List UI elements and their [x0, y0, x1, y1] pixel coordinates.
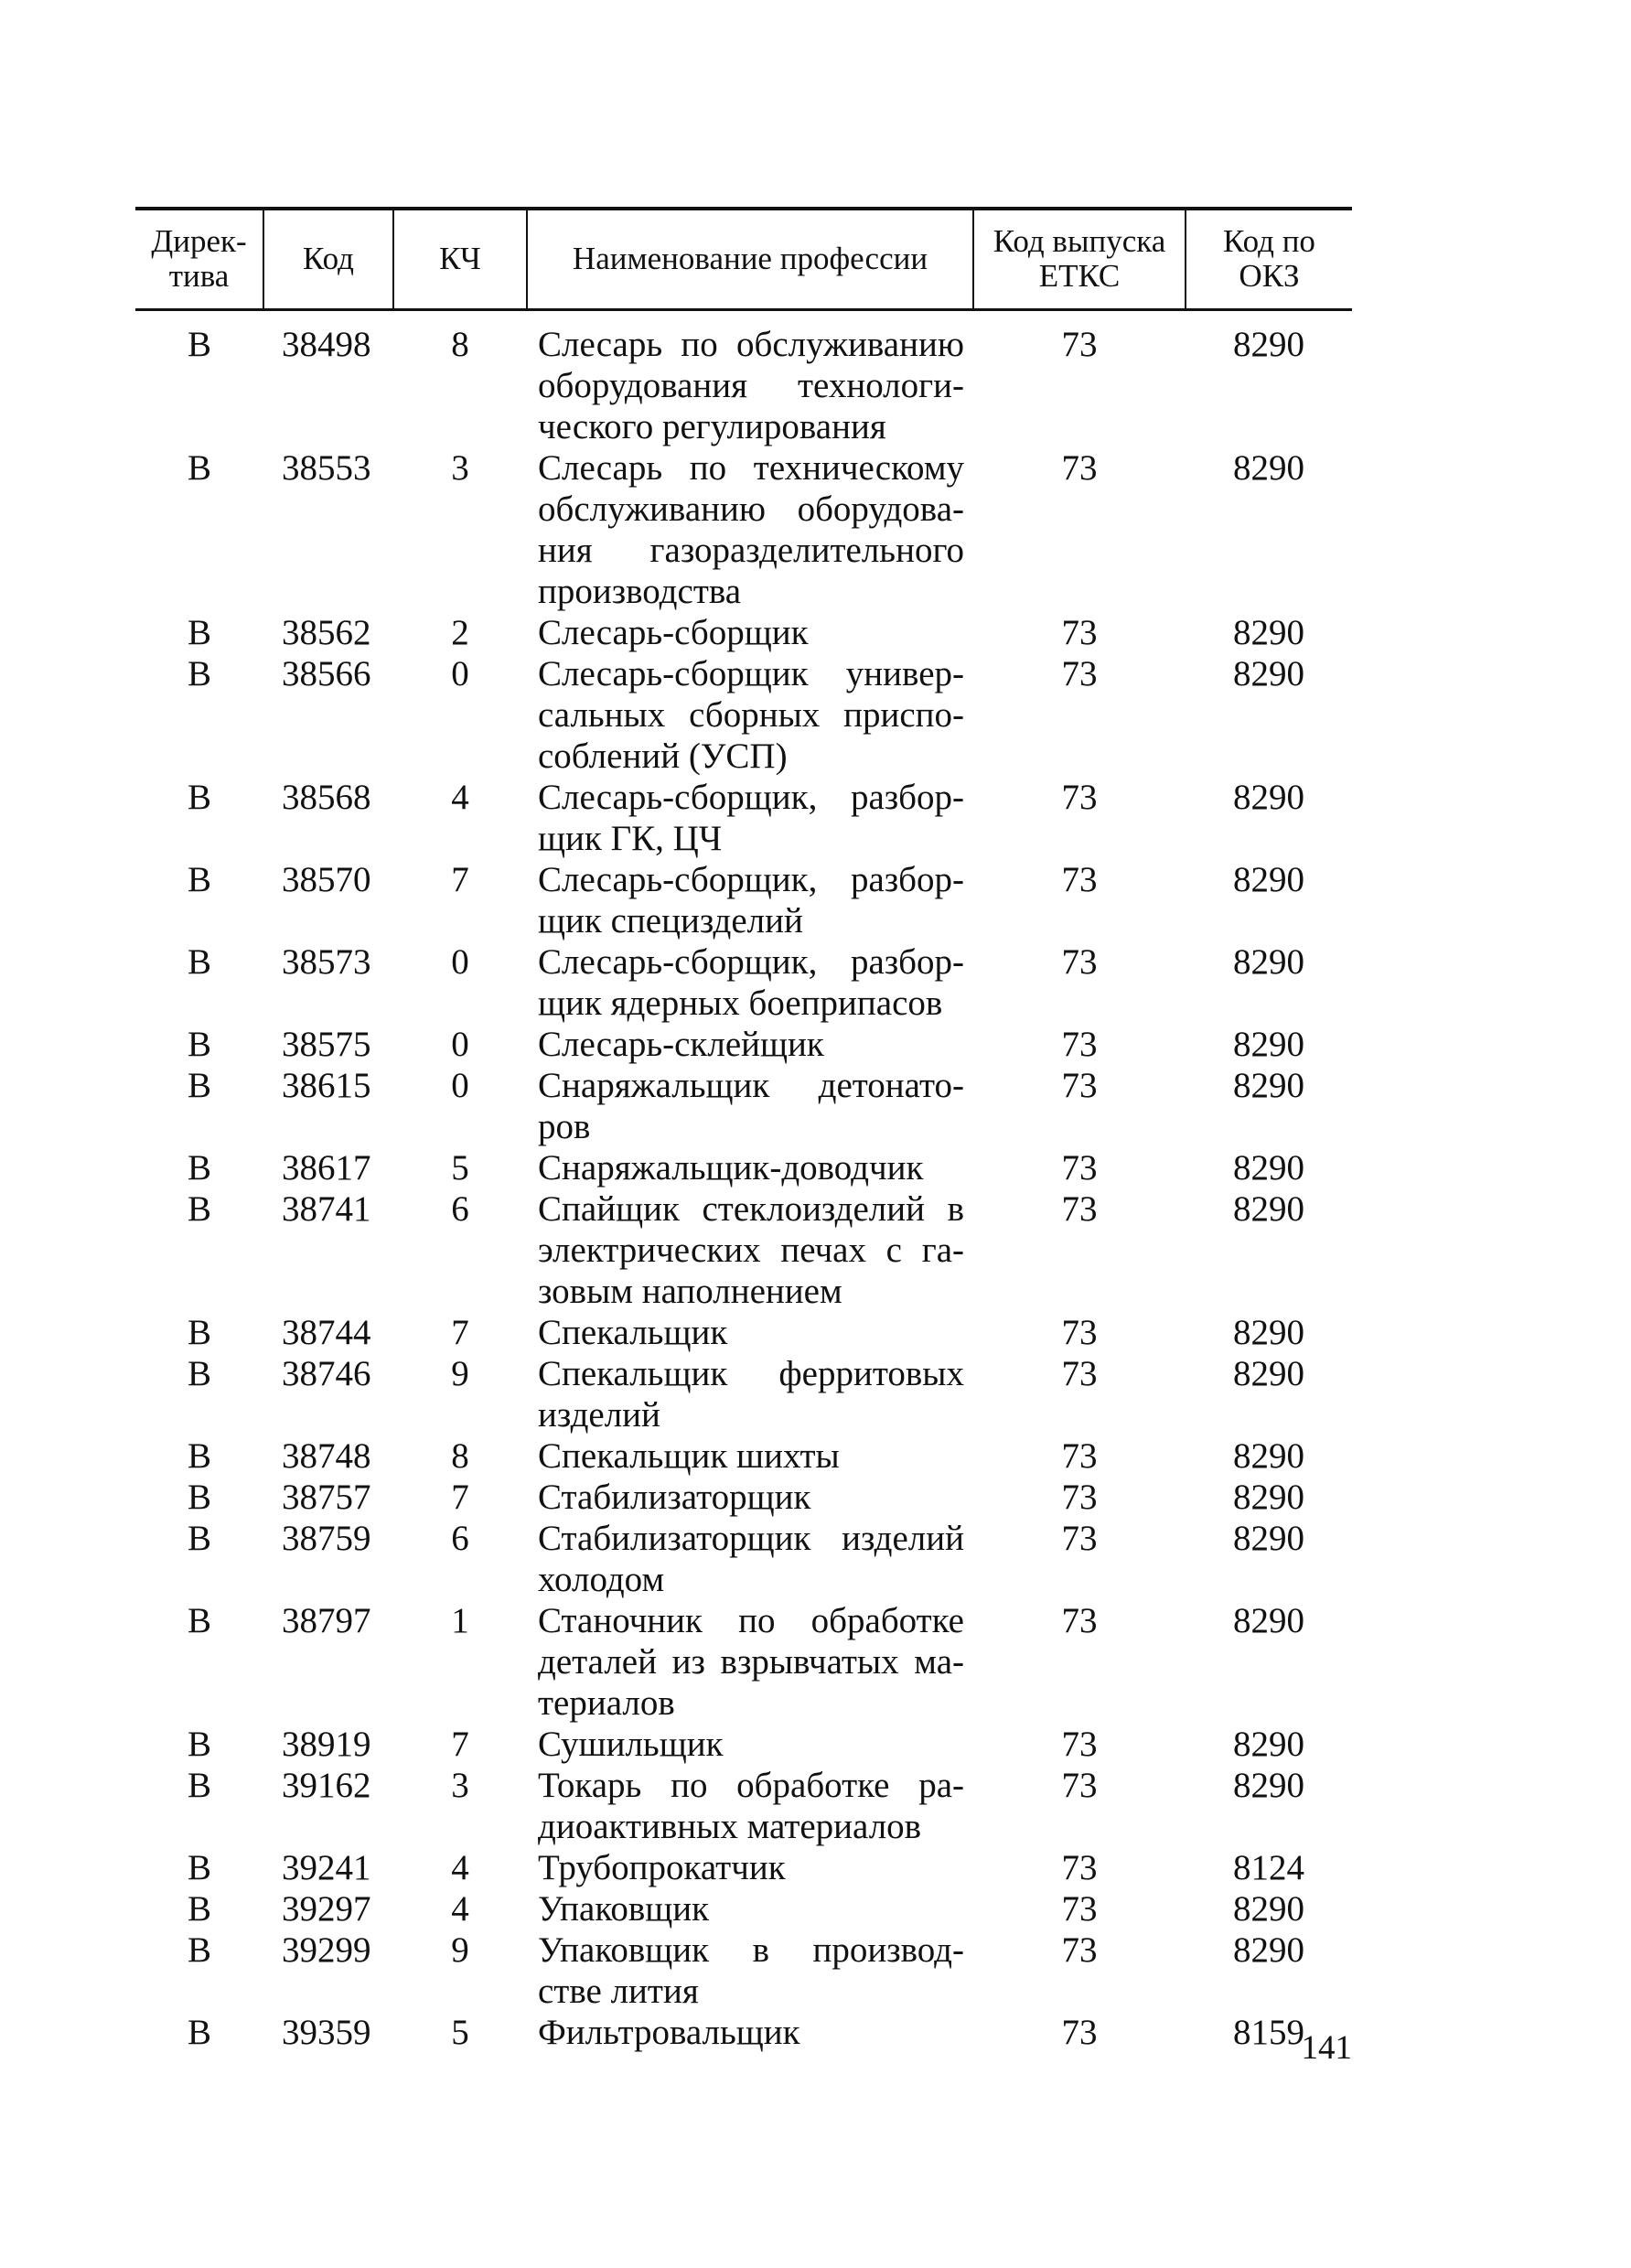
table-row: [135, 1147, 1352, 1188]
okz-code-cell: 8290: [1233, 1518, 1304, 1558]
kch-cell: 6: [451, 1188, 469, 1229]
profession-name-cell: [527, 1847, 973, 1888]
profession-name-line: Слесарь-сборщик, разбор-: [538, 859, 964, 899]
profession-name-cell: [527, 653, 973, 777]
code-cell: 38797: [282, 1600, 371, 1640]
profession-name-line: Спекальщик ферритовых: [538, 1353, 964, 1393]
directive-cell: В: [187, 1353, 211, 1393]
kch-cell: 6: [451, 1518, 469, 1558]
profession-name-cell: [527, 1188, 973, 1312]
profession-name-cell: [527, 1724, 973, 1765]
table-row: [135, 1312, 1352, 1353]
code-cell: 39297: [282, 1888, 371, 1929]
profession-name-line: Снаряжальщик детонато-: [538, 1065, 964, 1105]
profession-name-line: ния газоразделительного: [538, 530, 964, 570]
table-row: [135, 1477, 1352, 1518]
okz-code-cell: 8159: [1233, 2012, 1304, 2052]
code-cell: 38757: [282, 1477, 371, 1517]
kch-cell: 3: [451, 447, 469, 488]
table-row: [135, 1024, 1352, 1065]
okz-code-cell: 8290: [1233, 1600, 1304, 1640]
directive-cell: В: [187, 1188, 211, 1229]
table-row: [135, 1600, 1352, 1724]
profession-name-line: Упаковщик в производ-: [538, 1929, 964, 1970]
directive-cell: В: [187, 1312, 211, 1352]
directive-cell: В: [187, 1024, 211, 1064]
okz-code-cell: 8290: [1233, 941, 1304, 982]
directive-cell: В: [187, 1435, 211, 1476]
okz-code-cell: 8290: [1233, 447, 1304, 488]
table-row: [135, 777, 1352, 859]
profession-name-line: Спекальщик: [538, 1312, 728, 1352]
header-profession-name: Наименование профессии: [527, 209, 973, 309]
profession-name-line: Трубопрокатчик: [538, 1847, 786, 1887]
profession-name-line: Упаковщик: [538, 1888, 710, 1929]
profession-name-line: стве лития: [538, 1971, 699, 2011]
kch-cell: 5: [451, 2012, 469, 2052]
kch-cell: 5: [451, 1147, 469, 1188]
okz-code-cell: 8290: [1233, 777, 1304, 817]
okz-code-cell: 8290: [1233, 1724, 1304, 1764]
profession-name-line: диоактивных материалов: [538, 1806, 922, 1846]
code-cell: 38615: [282, 1065, 371, 1105]
profession-name-line: Спекальщик шихты: [538, 1435, 840, 1476]
code-cell: 38759: [282, 1518, 371, 1558]
header-row: [135, 209, 1352, 309]
profession-name-line: щик ядерных боеприпасов: [538, 983, 943, 1023]
directive-cell: В: [187, 1600, 211, 1640]
okz-code-cell: 8290: [1233, 1312, 1304, 1352]
okz-code-cell: 8290: [1233, 1065, 1304, 1105]
profession-name-line: териалов: [538, 1682, 675, 1723]
header-etks-code: Код выпуска ЕТКС: [973, 209, 1186, 309]
profession-name-cell: [527, 1600, 973, 1724]
profession-name-line: Стабилизаторщик изделий: [538, 1518, 964, 1558]
kch-cell: 9: [451, 1353, 469, 1393]
okz-code-cell: 8290: [1233, 612, 1304, 652]
okz-code-cell: 8290: [1233, 1353, 1304, 1393]
kch-cell: 0: [451, 941, 469, 982]
code-cell: 39359: [282, 2012, 371, 2052]
profession-name-line: Снаряжальщик-доводчик: [538, 1147, 924, 1188]
kch-cell: 0: [451, 1065, 469, 1105]
okz-code-cell: 8290: [1233, 1929, 1304, 1970]
okz-code-cell: 8290: [1233, 1147, 1304, 1188]
kch-cell: 8: [451, 324, 469, 364]
profession-name-cell: [527, 1477, 973, 1518]
code-cell: 38617: [282, 1147, 371, 1188]
kch-cell: 8: [451, 1435, 469, 1476]
okz-code-cell: 8290: [1233, 653, 1304, 693]
profession-name-line: деталей из взрывчатых ма-: [538, 1641, 964, 1682]
etks-code-cell: 73: [1061, 1477, 1098, 1517]
code-cell: 38562: [282, 612, 371, 652]
table-row: [135, 612, 1352, 653]
table-row: [135, 941, 1352, 1024]
profession-name-line: Стабилизаторщик: [538, 1477, 811, 1517]
okz-code-cell: 8290: [1233, 1888, 1304, 1929]
etks-code-cell: 73: [1061, 1024, 1098, 1064]
code-cell: 38741: [282, 1188, 371, 1229]
profession-name-cell: [527, 1065, 973, 1147]
directive-cell: В: [187, 324, 211, 364]
profession-name-cell: [527, 1312, 973, 1353]
profession-name-line: ров: [538, 1106, 591, 1146]
code-cell: 38553: [282, 447, 371, 488]
etks-code-cell: 73: [1061, 1888, 1098, 1929]
directive-cell: В: [187, 1888, 211, 1929]
directive-cell: В: [187, 1847, 211, 1887]
profession-name-cell: [527, 1435, 973, 1477]
table-row: [135, 859, 1352, 941]
profession-name-cell: [527, 1765, 973, 1847]
code-cell: 38568: [282, 777, 371, 817]
okz-code-cell: 8290: [1233, 1024, 1304, 1064]
okz-code-cell: 8290: [1233, 324, 1304, 364]
directive-cell: В: [187, 447, 211, 488]
code-cell: 38744: [282, 1312, 371, 1352]
directive-cell: В: [187, 941, 211, 982]
profession-name-cell: [527, 1024, 973, 1065]
code-cell: 38919: [282, 1724, 371, 1764]
okz-code-cell: 8124: [1233, 1847, 1304, 1887]
okz-code-cell: 8290: [1233, 1765, 1304, 1805]
directive-cell: В: [187, 1477, 211, 1517]
kch-cell: 2: [451, 612, 469, 652]
table-header: [135, 209, 1352, 309]
table-row: [135, 2012, 1352, 2053]
etks-code-cell: 73: [1061, 1847, 1098, 1887]
table-row: [135, 1065, 1352, 1147]
profession-name-cell: [527, 447, 973, 612]
profession-name-line: Слесарь-сборщик, разбор-: [538, 941, 964, 982]
table-row: [135, 1518, 1352, 1600]
okz-code-cell: 8290: [1233, 1188, 1304, 1229]
etks-code-cell: 73: [1061, 1724, 1098, 1764]
profession-name-line: Слесарь-сборщик: [538, 612, 809, 652]
etks-code-cell: 73: [1061, 1600, 1098, 1640]
profession-name-line: щик специзделий: [538, 900, 803, 941]
code-cell: 39299: [282, 1929, 371, 1970]
etks-code-cell: 73: [1061, 1147, 1098, 1188]
etks-code-cell: 73: [1061, 612, 1098, 652]
profession-name-line: производства: [538, 571, 742, 611]
kch-cell: 4: [451, 777, 469, 817]
kch-cell: 1: [451, 1600, 469, 1640]
directive-cell: В: [187, 1765, 211, 1805]
okz-code-cell: 8290: [1233, 859, 1304, 899]
header-code: Код: [263, 209, 393, 309]
table-row: [135, 1929, 1352, 2012]
okz-code-cell: 8290: [1233, 1477, 1304, 1517]
directive-cell: В: [187, 1147, 211, 1188]
directive-cell: В: [187, 1929, 211, 1970]
etks-code-cell: 73: [1061, 2012, 1098, 2052]
profession-name-line: изделий: [538, 1394, 660, 1435]
profession-name-line: соблений (УСП): [538, 736, 788, 776]
professions-table: [135, 207, 1352, 2053]
profession-name-cell: [527, 309, 973, 447]
profession-name-cell: [527, 1929, 973, 2012]
profession-name-line: Слесарь-склейщик: [538, 1024, 824, 1064]
etks-code-cell: 73: [1061, 777, 1098, 817]
kch-cell: 7: [451, 1477, 469, 1517]
table-row: [135, 1888, 1352, 1929]
kch-cell: 9: [451, 1929, 469, 1970]
profession-name-line: щик ГК, ЦЧ: [538, 818, 723, 858]
profession-name-cell: [527, 2012, 973, 2053]
profession-name-cell: [527, 612, 973, 653]
profession-name-line: ческого регулирования: [538, 406, 886, 446]
profession-name-line: сальных сборных приспо-: [538, 694, 964, 735]
code-cell: 38566: [282, 653, 371, 693]
kch-cell: 4: [451, 1847, 469, 1887]
profession-name-line: холодом: [538, 1559, 665, 1599]
okz-code-cell: 8290: [1233, 1435, 1304, 1476]
kch-cell: 7: [451, 859, 469, 899]
code-cell: 39162: [282, 1765, 371, 1805]
profession-name-line: оборудования технологи-: [538, 365, 964, 405]
table-row: [135, 1353, 1352, 1435]
etks-code-cell: 73: [1061, 1765, 1098, 1805]
table-row: [135, 1765, 1352, 1847]
etks-code-cell: 73: [1061, 1312, 1098, 1352]
profession-name-line: Токарь по обработке ра-: [538, 1765, 964, 1805]
profession-name-line: Фильтровальщик: [538, 2012, 800, 2052]
etks-code-cell: 73: [1061, 447, 1098, 488]
kch-cell: 0: [451, 653, 469, 693]
profession-name-line: Сушильщик: [538, 1724, 724, 1764]
profession-name-line: обслуживанию оборудова-: [538, 489, 964, 529]
table-body: [135, 309, 1352, 2053]
table-row: [135, 1188, 1352, 1312]
etks-code-cell: 73: [1061, 941, 1098, 982]
profession-name-line: Станочник по обработке: [538, 1600, 964, 1640]
profession-name-cell: [527, 777, 973, 859]
code-cell: 38573: [282, 941, 371, 982]
directive-cell: В: [187, 653, 211, 693]
header-directive: Дирек- тива: [135, 209, 263, 309]
directive-cell: В: [187, 612, 211, 652]
kch-cell: 0: [451, 1024, 469, 1064]
etks-code-cell: 73: [1061, 1188, 1098, 1229]
table-row: [135, 1724, 1352, 1765]
profession-name-line: Слесарь-сборщик, разбор-: [538, 777, 964, 817]
etks-code-cell: 73: [1061, 1065, 1098, 1105]
profession-name-line: Слесарь по обслуживанию: [538, 324, 964, 364]
kch-cell: 7: [451, 1312, 469, 1352]
code-cell: 38498: [282, 324, 371, 364]
header-okz-code: Код по ОКЗ: [1186, 209, 1352, 309]
profession-name-cell: [527, 859, 973, 941]
etks-code-cell: 73: [1061, 1518, 1098, 1558]
table-row: [135, 447, 1352, 612]
directive-cell: В: [187, 859, 211, 899]
header-kch: КЧ: [393, 209, 527, 309]
etks-code-cell: 73: [1061, 1435, 1098, 1476]
code-cell: 38748: [282, 1435, 371, 1476]
profession-name-cell: [527, 941, 973, 1024]
profession-name-cell: [527, 1147, 973, 1188]
profession-name-line: Слесарь по техническому: [538, 447, 964, 488]
table-row: [135, 1435, 1352, 1477]
table-row: [135, 653, 1352, 777]
code-cell: 38575: [282, 1024, 371, 1064]
etks-code-cell: 73: [1061, 653, 1098, 693]
profession-name-cell: [527, 1518, 973, 1600]
kch-cell: 4: [451, 1888, 469, 1929]
table-row: [135, 1847, 1352, 1888]
profession-name-line: электрических печах с га-: [538, 1230, 964, 1270]
profession-name-line: зовым наполнением: [538, 1271, 842, 1311]
profession-name-line: Слесарь-сборщик универ-: [538, 653, 964, 693]
profession-name-line: Спайщик стеклоизделий в: [538, 1188, 964, 1229]
etks-code-cell: 73: [1061, 1929, 1098, 1970]
profession-name-cell: [527, 1888, 973, 1929]
code-cell: 38570: [282, 859, 371, 899]
directive-cell: В: [187, 1065, 211, 1105]
code-cell: 39241: [282, 1847, 371, 1887]
etks-code-cell: 73: [1061, 324, 1098, 364]
page-number: 141: [1301, 2029, 1352, 2067]
directive-cell: В: [187, 2012, 211, 2052]
kch-cell: 7: [451, 1724, 469, 1764]
etks-code-cell: 73: [1061, 1353, 1098, 1393]
etks-code-cell: 73: [1061, 859, 1098, 899]
code-cell: 38746: [282, 1353, 371, 1393]
kch-cell: 3: [451, 1765, 469, 1805]
profession-name-cell: [527, 1353, 973, 1435]
directive-cell: В: [187, 1724, 211, 1764]
directive-cell: В: [187, 777, 211, 817]
table-row: [135, 309, 1352, 447]
directive-cell: В: [187, 1518, 211, 1558]
